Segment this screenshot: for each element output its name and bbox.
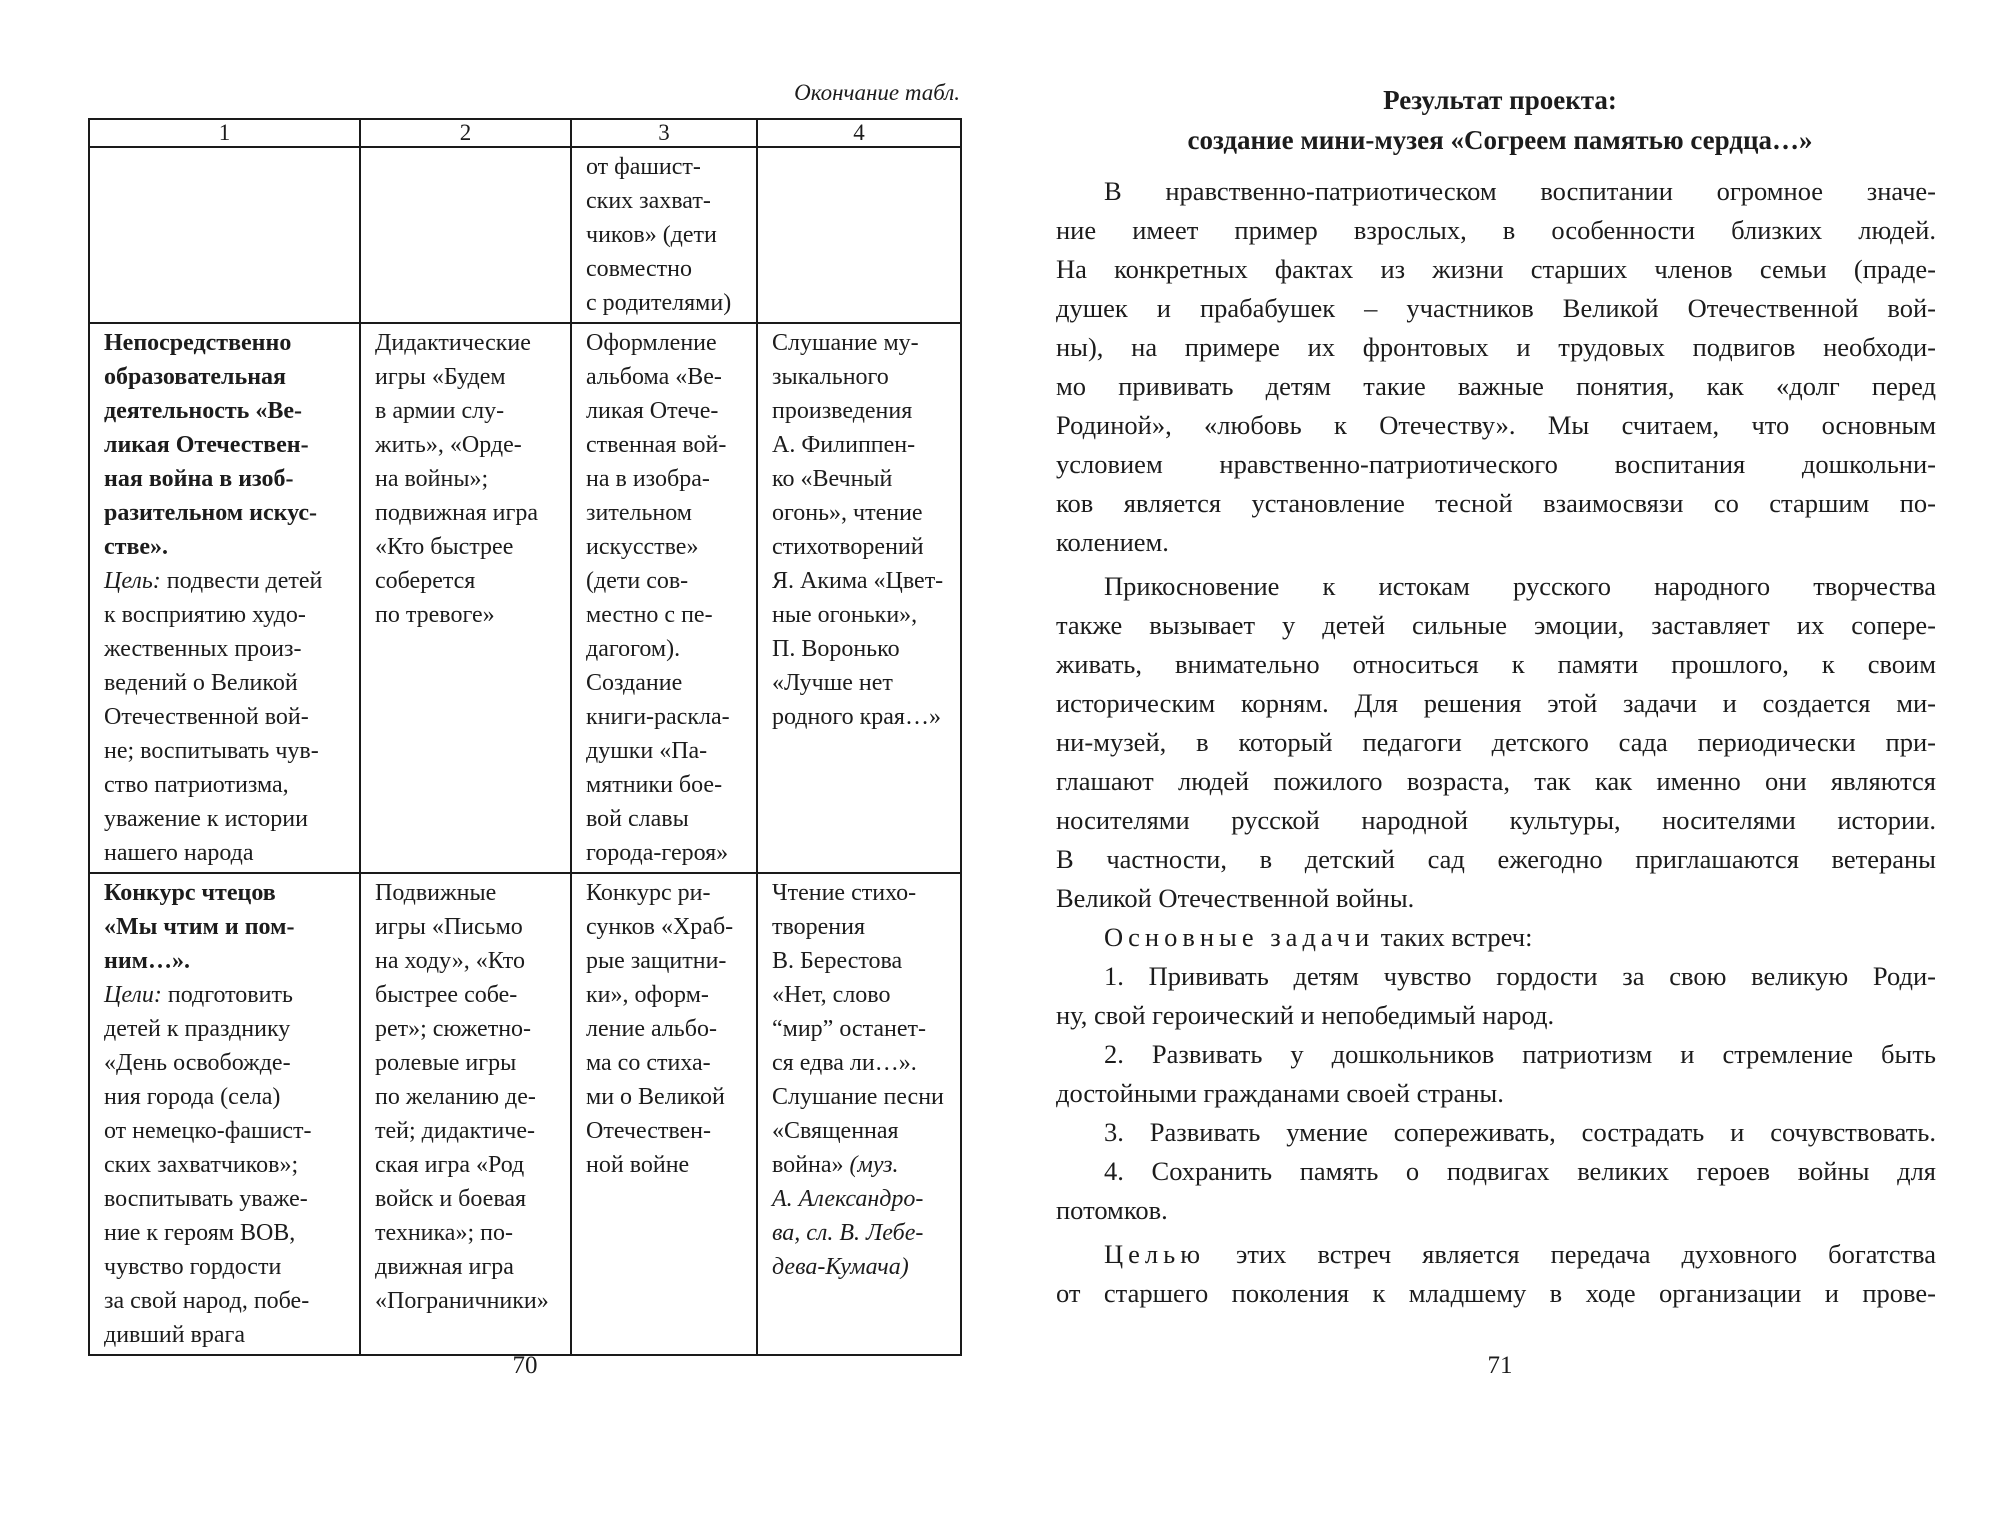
cell-line: воспитывать уваже-: [104, 1186, 308, 1212]
cell-line: Оформление: [586, 330, 717, 356]
cell-line: Непосредственно: [104, 330, 292, 356]
cell-line: ликая Отече-: [586, 398, 719, 424]
goal-label: Цель:: [104, 568, 161, 594]
cell-line: Слушание му-: [772, 330, 919, 356]
cell-line: Подвижные: [375, 880, 497, 906]
table-cell: [757, 147, 961, 323]
cell-line: рет»; сюжетно-: [375, 1016, 532, 1042]
cell-line: ских захватчиков»;: [104, 1152, 299, 1178]
table-cell: [89, 147, 360, 323]
section-heading: [1050, 80, 1950, 160]
cell-line: А. Александро-: [772, 1186, 924, 1212]
cell-line: ния города (села): [104, 1084, 281, 1110]
cell-line: дева-Кумача): [772, 1254, 909, 1280]
cell-line: тей; дидактиче-: [375, 1118, 535, 1144]
cell-line: зительном: [586, 500, 692, 526]
cell-line: стихотворений: [772, 534, 924, 560]
table-cell: [571, 873, 757, 1355]
column-header-3: 3: [571, 119, 757, 147]
cell-line: ная война в изоб-: [104, 466, 294, 492]
cell-line: ся едва ли…».: [772, 1050, 917, 1076]
cell-line: (дети сов-: [586, 568, 689, 594]
cell-line: ные огоньки»,: [772, 602, 918, 628]
cell-line: местно с пе-: [586, 602, 713, 628]
cell-line: ной войне: [586, 1152, 690, 1178]
cell-line: А. Филиппен-: [772, 432, 916, 458]
cell-line: «Пограничники»: [375, 1288, 549, 1314]
text-line: [1056, 918, 1936, 957]
right-page: [1000, 0, 2000, 1519]
cell-text: подготовить: [161, 982, 293, 1008]
cell-line: соберется: [375, 568, 476, 594]
heading-line: Результат проекта:: [1383, 85, 1617, 115]
cell-line: к восприятию худо-: [104, 602, 306, 628]
table-row: [89, 323, 961, 873]
cell-line: стве».: [104, 534, 169, 560]
body-text: [1056, 172, 1936, 1313]
table-row: [89, 147, 961, 323]
cell-line: ние к героям ВОВ,: [104, 1220, 296, 1246]
cell-line: ма со стиха-: [586, 1050, 711, 1076]
cell-line: техника»; по-: [375, 1220, 513, 1246]
page-number: 71: [1487, 1352, 1513, 1379]
cell-line: “мир” останет-: [772, 1016, 926, 1042]
activities-table: [88, 118, 962, 1356]
text-line: от старшего поколения к младшему в ходе организации и прове-: [1056, 1278, 1936, 1308]
tasks-label: Основные задачи: [1104, 922, 1375, 952]
cell-line: Чтение стихо-: [772, 880, 917, 906]
cell-line: Я. Акима «Цвет-: [772, 568, 944, 594]
cell-line: с родителями): [586, 290, 732, 316]
cell-line: родного края…»: [772, 704, 941, 730]
cell-line: образовательная: [104, 364, 287, 390]
cell-line: Создание: [586, 670, 683, 696]
cell-line: уважение к истории: [104, 806, 308, 832]
text-line: В частности, в детский сад ежегодно приглашаются ветераны: [1056, 844, 1936, 874]
cell-line: искусстве»: [586, 534, 699, 560]
cell-line: ление альбо-: [586, 1016, 717, 1042]
text-line: условием нравственно-патриотического воспитания дошкольни-: [1056, 449, 1936, 479]
cell-line: «День освобожде-: [104, 1050, 291, 1076]
cell-line: ская игра «Род: [375, 1152, 525, 1178]
cell-line: сунков «Храб-: [586, 914, 734, 940]
text-line: Родиной», «любовь к Отечеству». Мы считаем, что основным: [1056, 410, 1936, 440]
cell-line: [104, 564, 349, 598]
cell-line: разительном искус-: [104, 500, 318, 526]
text-line: мо прививать детям такие важные понятия, как «долг перед: [1056, 371, 1936, 401]
text-line: колением.: [1056, 527, 1169, 557]
cell-line: ственная вой-: [586, 432, 727, 458]
cell-line: деятельность «Ве-: [104, 398, 302, 424]
cell-line: мятники бое-: [586, 772, 723, 798]
cell-line: «Мы чтим и пом-: [104, 914, 295, 940]
text-line: Прикосновение к истокам русского народного творчества: [1104, 571, 1936, 601]
cell-line: жить», «Орде-: [375, 432, 522, 458]
cell-line: в армии слу-: [375, 398, 505, 424]
table-header-row: [89, 119, 961, 147]
cell-line: города-героя»: [586, 840, 729, 866]
cell-line: быстрее собе-: [375, 982, 518, 1008]
text-line: живать, внимательно относиться к памяти прошлого, к своим: [1056, 649, 1936, 679]
cell-line: от фашист-: [586, 154, 701, 180]
cell-line: войск и боевая: [375, 1186, 527, 1212]
cell-line: игры «Будем: [375, 364, 506, 390]
text-line: [1056, 1235, 1936, 1274]
cell-text-italic: (муз.: [843, 1152, 899, 1178]
cell-line: совместно: [586, 256, 692, 282]
cell-line: чувство гордости: [104, 1254, 282, 1280]
cell-line: ведений о Великой: [104, 670, 298, 696]
cell-text: подвести детей: [160, 568, 323, 594]
text-line: ние имеет пример взрослых, в особенности близких людей.: [1056, 215, 1936, 245]
cell-line: В. Берестова: [772, 948, 903, 974]
text-line: ни-музей, в который педагоги детского сада периодически при-: [1056, 727, 1936, 757]
cell-line: Отечествен-: [586, 1118, 712, 1144]
cell-line: Слушание песни: [772, 1084, 944, 1110]
goal-label: Целью: [1104, 1239, 1206, 1269]
cell-line: книги-раскла-: [586, 704, 730, 730]
text-line: В нравственно-патриотическом воспитании огромное значе-: [1104, 176, 1936, 206]
column-header-2: 2: [360, 119, 571, 147]
cell-line: вой славы: [586, 806, 689, 832]
cell-line: ских захват-: [586, 188, 711, 214]
table-cell: [89, 323, 360, 873]
text-line: историческим корням. Для решения этой задачи и создается ми-: [1056, 688, 1936, 718]
text-line: ну, свой героический и непобедимый народ.: [1056, 1000, 1555, 1030]
text-line: также вызывает у детей сильные эмоции, заставляет их сопере-: [1056, 610, 1936, 640]
text-line: 1. Прививать детям чувство гордости за свою великую Роди-: [1104, 961, 1936, 991]
cell-line: ва, сл. В. Лебе-: [772, 1220, 924, 1246]
cell-line: игры «Письмо: [375, 914, 523, 940]
table-cell: [757, 323, 961, 873]
cell-text: война»: [772, 1152, 844, 1178]
heading-line: создание мини-музея «Согреем памятью сердца…»: [1187, 125, 1813, 155]
cell-line: нашего народа: [104, 840, 254, 866]
cell-line: ним…».: [104, 948, 191, 974]
cell-line: ство патриотизма,: [104, 772, 289, 798]
cell-line: зыкального: [772, 364, 889, 390]
cell-line: ликая Отечествен-: [104, 432, 309, 458]
cell-line: ми о Великой: [586, 1084, 725, 1110]
table-cell: [571, 323, 757, 873]
cell-line: Конкурс ри-: [586, 880, 711, 906]
column-header-1: 1: [89, 119, 360, 147]
cell-line: чиков» (дети: [586, 222, 717, 248]
cell-line: «Кто быстрее: [375, 534, 514, 560]
text-line: 2. Развивать у дошкольников патриотизм и стремление быть: [1104, 1039, 1936, 1069]
cell-line: по желанию де-: [375, 1084, 536, 1110]
table-cell: [89, 873, 360, 1355]
text-line: душек и прабабушек – участников Великой Отечественной вой-: [1056, 293, 1936, 323]
text-fragment: этих встреч является передача духовного богатства: [1205, 1239, 1936, 1269]
table-cell: [360, 147, 571, 323]
cell-line: на ходу», «Кто: [375, 948, 525, 974]
text-line: глашают людей пожилого возраста, так как именно они являются: [1056, 766, 1936, 796]
cell-line: детей к празднику: [104, 1016, 291, 1042]
cell-line: на в изобра-: [586, 466, 710, 492]
text-fragment: таких встреч:: [1374, 922, 1533, 952]
cell-line: ки», оформ-: [586, 982, 709, 1008]
text-line: На конкретных фактах из жизни старших членов семьи (праде-: [1056, 254, 1936, 284]
text-line: ны), на примере их фронтовых и трудовых подвигов необходи-: [1056, 332, 1936, 362]
table-cell: [757, 873, 961, 1355]
cell-line: [104, 978, 349, 1012]
text-line: носителями русской народной культуры, носителями истории.: [1056, 805, 1936, 835]
cell-line: творения: [772, 914, 866, 940]
table-row: [89, 873, 961, 1355]
cell-line: «Священная: [772, 1118, 899, 1144]
cell-line: Конкурс чтецов: [104, 880, 276, 906]
cell-line: дивший врага: [104, 1322, 246, 1348]
text-line: потомков.: [1056, 1195, 1168, 1225]
text-line: достойными гражданами своей страны.: [1056, 1078, 1504, 1108]
cell-line: огонь», чтение: [772, 500, 923, 526]
cell-line: ролевые игры: [375, 1050, 517, 1076]
cell-line: ко «Вечный: [772, 466, 893, 492]
cell-line: дагогом).: [586, 636, 681, 662]
cell-line: за свой народ, побе-: [104, 1288, 310, 1314]
cell-line: «Лучше нет: [772, 670, 893, 696]
cell-line: от немецко-фашист-: [104, 1118, 312, 1144]
cell-line: на войны»;: [375, 466, 489, 492]
cell-line: движная игра: [375, 1254, 514, 1280]
text-line: Великой Отечественной войны.: [1056, 883, 1415, 913]
column-header-4: 4: [757, 119, 961, 147]
cell-line: рые защитни-: [586, 948, 727, 974]
page-number: 70: [512, 1352, 538, 1379]
table-cell: [360, 873, 571, 1355]
cell-line: [772, 1148, 950, 1182]
cell-line: П. Воронько: [772, 636, 900, 662]
cell-line: Отечественной вой-: [104, 704, 309, 730]
cell-line: альбома «Ве-: [586, 364, 722, 390]
cell-line: по тревоге»: [375, 602, 495, 628]
cell-line: произведения: [772, 398, 913, 424]
cell-line: «Нет, слово: [772, 982, 891, 1008]
goals-label: Цели:: [104, 982, 162, 1008]
text-line: 4. Сохранить память о подвигах великих героев войны для: [1104, 1156, 1936, 1186]
table-cell: [571, 147, 757, 323]
table-cell: [360, 323, 571, 873]
cell-line: жественных произ-: [104, 636, 302, 662]
continuation-label: Окончание табл.: [794, 80, 960, 105]
cell-line: не; воспитывать чув-: [104, 738, 319, 764]
text-line: 3. Развивать умение сопереживать, сострадать и сочувствовать.: [1104, 1117, 1936, 1147]
cell-line: подвижная игра: [375, 500, 538, 526]
cell-line: душки «Па-: [586, 738, 708, 764]
cell-line: Дидактические: [375, 330, 531, 356]
text-line: ков является установление тесной взаимосвязи со старшим по-: [1056, 488, 1936, 518]
